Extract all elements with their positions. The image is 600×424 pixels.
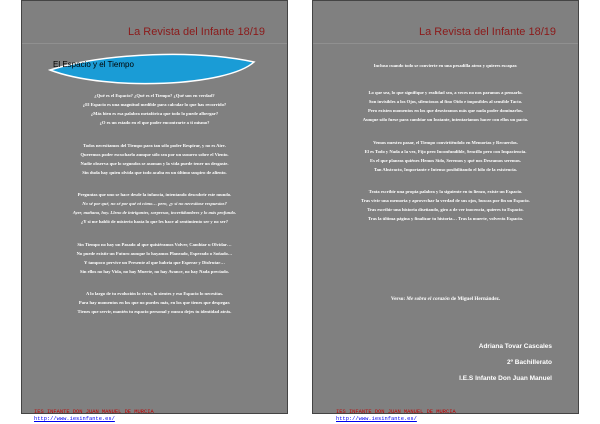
- text-line: Lo que sea, lo que signifique y realidad sea, a veces no nos paramos a pensarlo.: [368, 90, 523, 95]
- left-text-block: [30, 91, 279, 330]
- right-page: [312, 0, 579, 414]
- text-line: Nadie observa que lo segundos se asoman y la vida puede tener un desgaste.: [80, 160, 229, 166]
- verse-prefix: Verso:: [390, 296, 406, 302]
- text-line: Sin duda hay quien olvida que todo acaba en un último suspiro de aliento.: [82, 169, 227, 175]
- author-signature: [459, 339, 552, 387]
- text-line: Tras vivir una memoria y aprovechar la verdad de sus ojos, buscas por fin un Espacio.: [361, 198, 530, 203]
- text-line: El es Todo y Nada a la vez, Fijo pero Inconfundible, Sencillo pero con Impaciencia.: [364, 148, 527, 154]
- text-line: ¿O es un estado en el que poder encontrarte a ti mismo?: [99, 120, 210, 125]
- paragraph: [30, 190, 279, 226]
- paragraph: [30, 91, 279, 127]
- paragraph: [30, 141, 279, 177]
- footer-school: IES INFANTE DON JUAN MANUEL DE MURCIA: [336, 409, 456, 415]
- footer-link[interactable]: http://www.iesinfante.es/: [336, 416, 417, 422]
- text-line: Tras escribir una historia diseñando, giro a de ver inocencia, quieres tu Espacio.: [367, 207, 524, 212]
- text-line: Vemos nuestro pasar, el Tiempo convirtiéndolo en Memorias y Recuerdos.: [373, 139, 518, 145]
- text-line: Ayer, mañana, hoy. Lleno de intrigantes, sorpresas, incertidumbres y lo más profundo.: [72, 210, 237, 215]
- text-line: Pero existen momentos en los que deseáramos más que nada poder dominarlos.: [368, 108, 523, 113]
- verse-credit: [313, 296, 578, 302]
- text-line: Incluso cuando todo se convierte en una pesadilla atroz y quieres escapar.: [373, 63, 518, 68]
- paragraph: [321, 187, 570, 223]
- text-line: ¿El Espacio es una magnitud medible para calcular lo que has recorrido?: [82, 102, 227, 107]
- text-line: ¿Y si me habló de misterio hasta lo que les hace al sentimiento ser y no ser?: [81, 219, 228, 224]
- text-line: Todos necesitamos del Tiempo para tan sólo poder Respirar, y no es Aire.: [83, 142, 226, 148]
- text-line: Tienes que servir, mantén tu espacio personal y nunca dejes tu identidad atrás.: [77, 309, 232, 314]
- text-line: Preguntas que uno se hace desde la infancia, intentando descubrir este mundo.: [77, 192, 232, 197]
- title-swoosh-icon: [48, 50, 256, 88]
- text-line: Sin Tiempo no hay un Pasado al que quisiéramos Volver, Cambiar u Olvidar…: [77, 241, 232, 247]
- text-line: Tras la última página y finalizar tu historia… Tras la muerte, volverás Espacio.: [367, 216, 524, 221]
- text-line: Es el que planeas quiénes Hemos Sido, Seremos y qué nos Deseamos seremos.: [370, 157, 521, 163]
- verse-suffix: de Miguel Hernández.: [451, 296, 501, 302]
- paragraph: [321, 138, 570, 174]
- author-course: 2º Bachillerato: [506, 359, 552, 366]
- text-line: No puede existir un Futuro aunque lo hayamos Planeado, Esperado o Soñado…: [76, 250, 233, 256]
- paragraph: [30, 240, 279, 276]
- footer-school: IES INFANTE DON JUAN MANUEL DE MURCIA: [34, 409, 154, 415]
- header-divider: [22, 43, 287, 44]
- text-line: No sé por qué, no sé por qué ni cómo… pero, ¿y si no necesitase respuestas?: [82, 201, 227, 206]
- paragraph: [321, 61, 570, 70]
- section-title: El Espacio y el Tiempo: [53, 60, 134, 69]
- text-line: Aunque sólo fuese para cambiar un Instante, intentaríamos hacer con ellos un pacto.: [362, 117, 529, 122]
- text-line: Sin ellos no hay Vida, no hay Muerte, no hay Avance, no hay Nada preciado.: [80, 268, 229, 274]
- author-school: I.E.S Infante Don Juan Manuel: [459, 375, 552, 382]
- footer-link[interactable]: http://www.iesinfante.es/: [34, 416, 115, 422]
- text-line: Y tampoco pervive un Presente al que habría que Esperar y Disfrutar…: [84, 259, 225, 265]
- text-line: Son invisibles a los Ojos, silenciosos al fino Oído e imposibles al sensible Tacto.: [368, 99, 523, 104]
- text-line: Para hay momentos en los que no puedes más, en los que tienes que despegar.: [78, 300, 231, 305]
- author-name: Adriana Tovar Cascales: [478, 343, 552, 350]
- text-line: Queremos poder escucharlo aunque sólo sea por un susurro sobre el Viento.: [80, 151, 229, 157]
- header-divider: [313, 43, 578, 44]
- right-text-block: [321, 61, 570, 237]
- verse-quote: Me sobra el corazón: [406, 296, 450, 302]
- left-page: [21, 0, 288, 414]
- text-line: Trata escribir una propia palabra y la siguiente en tu lienzo, existe un Espacio.: [368, 189, 523, 194]
- text-line: A lo largo de tu evolución lo vives, lo sientes y eso Espacio lo necesitas.: [85, 291, 224, 296]
- footer-right: [336, 409, 456, 423]
- text-line: ¿Más bien es esa palabra metafórica que todo lo puede albergar?: [90, 111, 219, 116]
- text-line: ¿Qué es el Espacio? ¿Qué es el Tiempo? ¿Qué son en verdad?: [94, 93, 215, 98]
- page-title: La Revista del Infante 18/19: [419, 26, 556, 38]
- paragraph: [30, 289, 279, 316]
- text-line: Tan Abstracto, Importante e Intenso posibilitando el hilo de la existencia.: [373, 166, 517, 172]
- page-title: La Revista del Infante 18/19: [128, 26, 265, 38]
- footer-left: [34, 409, 154, 423]
- paragraph: [321, 88, 570, 124]
